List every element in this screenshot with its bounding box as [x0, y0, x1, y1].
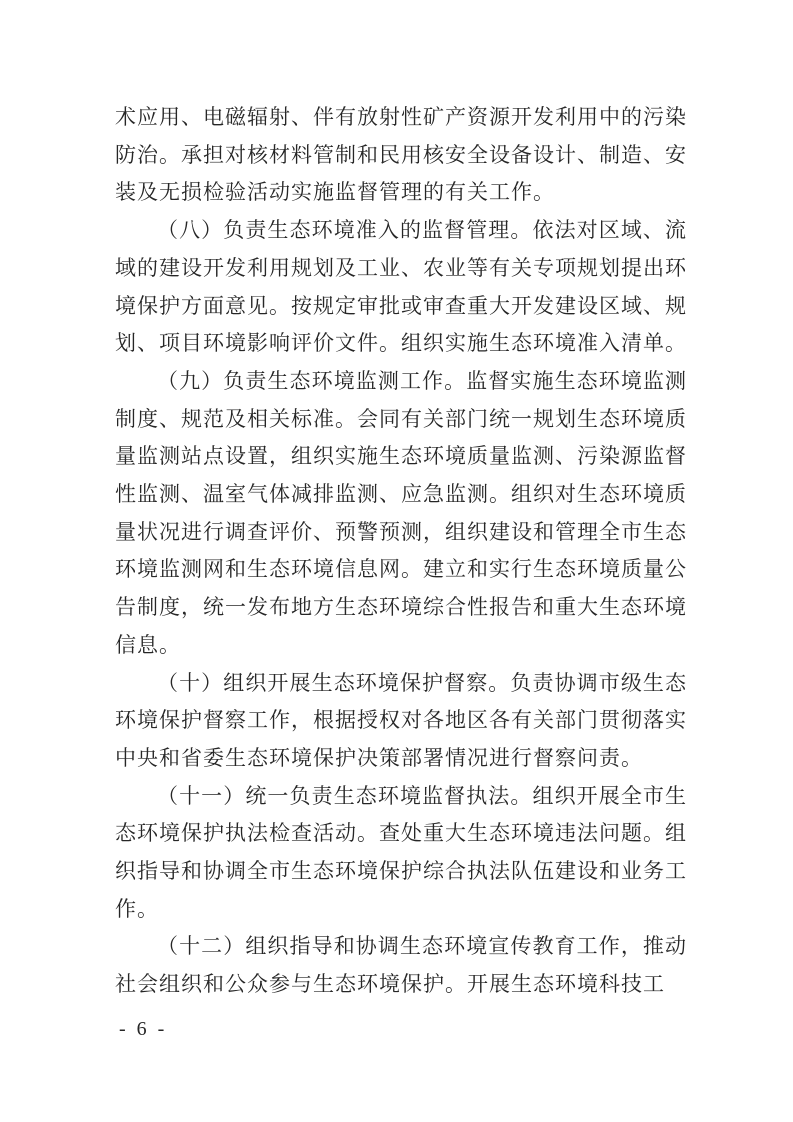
paragraph-item-8: （八）负责生态环境准入的监督管理。依法对区域、流域的建设开发利用规划及工业、农业等有关专项规划提出环境保护方面意见。按规定审批或审查重大开发建设区域、规划、项目环境影响评价文件。组织实施生态环境准入清单。: [115, 218, 687, 356]
page-number: - 6 -: [119, 1018, 168, 1040]
paragraph-item-12: （十二）组织指导和协调生态环境宣传教育工作，推动社会组织和公众参与生态环境保护。开展生态环境科技工: [115, 934, 687, 997]
paragraph-item-10: （十）组织开展生态环境保护督察。负责协调市级生态环境保护督察工作，根据授权对各地区各有关部门贯彻落实中央和省委生态环境保护决策部署情况进行督察问责。: [115, 670, 687, 770]
paragraph-item-11: （十一）统一负责生态环境监督执法。组织开展全市生态环境保护执法检查活动。查处重大生态环境违法问题。组织指导和协调全市生态环境保护综合执法队伍建设和业务工作。: [115, 783, 687, 921]
paragraph-continuation: 术应用、电磁辐射、伴有放射性矿产资源开发利用中的污染防治。承担对核材料管制和民用核安全设备设计、制造、安装及无损检验活动实施监督管理的有关工作。: [115, 105, 687, 205]
document-body-text: [115, 99, 687, 1004]
paragraph-item-9: （九）负责生态环境监测工作。监督实施生态环境监测制度、规范及相关标准。会同有关部门统一规划生态环境质量监测站点设置，组织实施生态环境质量监测、污染源监督性监测、温室气体减排监测、应急监测。组织对生态环境质量状况进行调查评价、预警预测，组织建设和管理全市生态环境监测网和生态环境信息网。建立和实行生态环境质量公告制度，统一发布地方生态环境综合性报告和重大生态环境信息。: [115, 368, 687, 657]
